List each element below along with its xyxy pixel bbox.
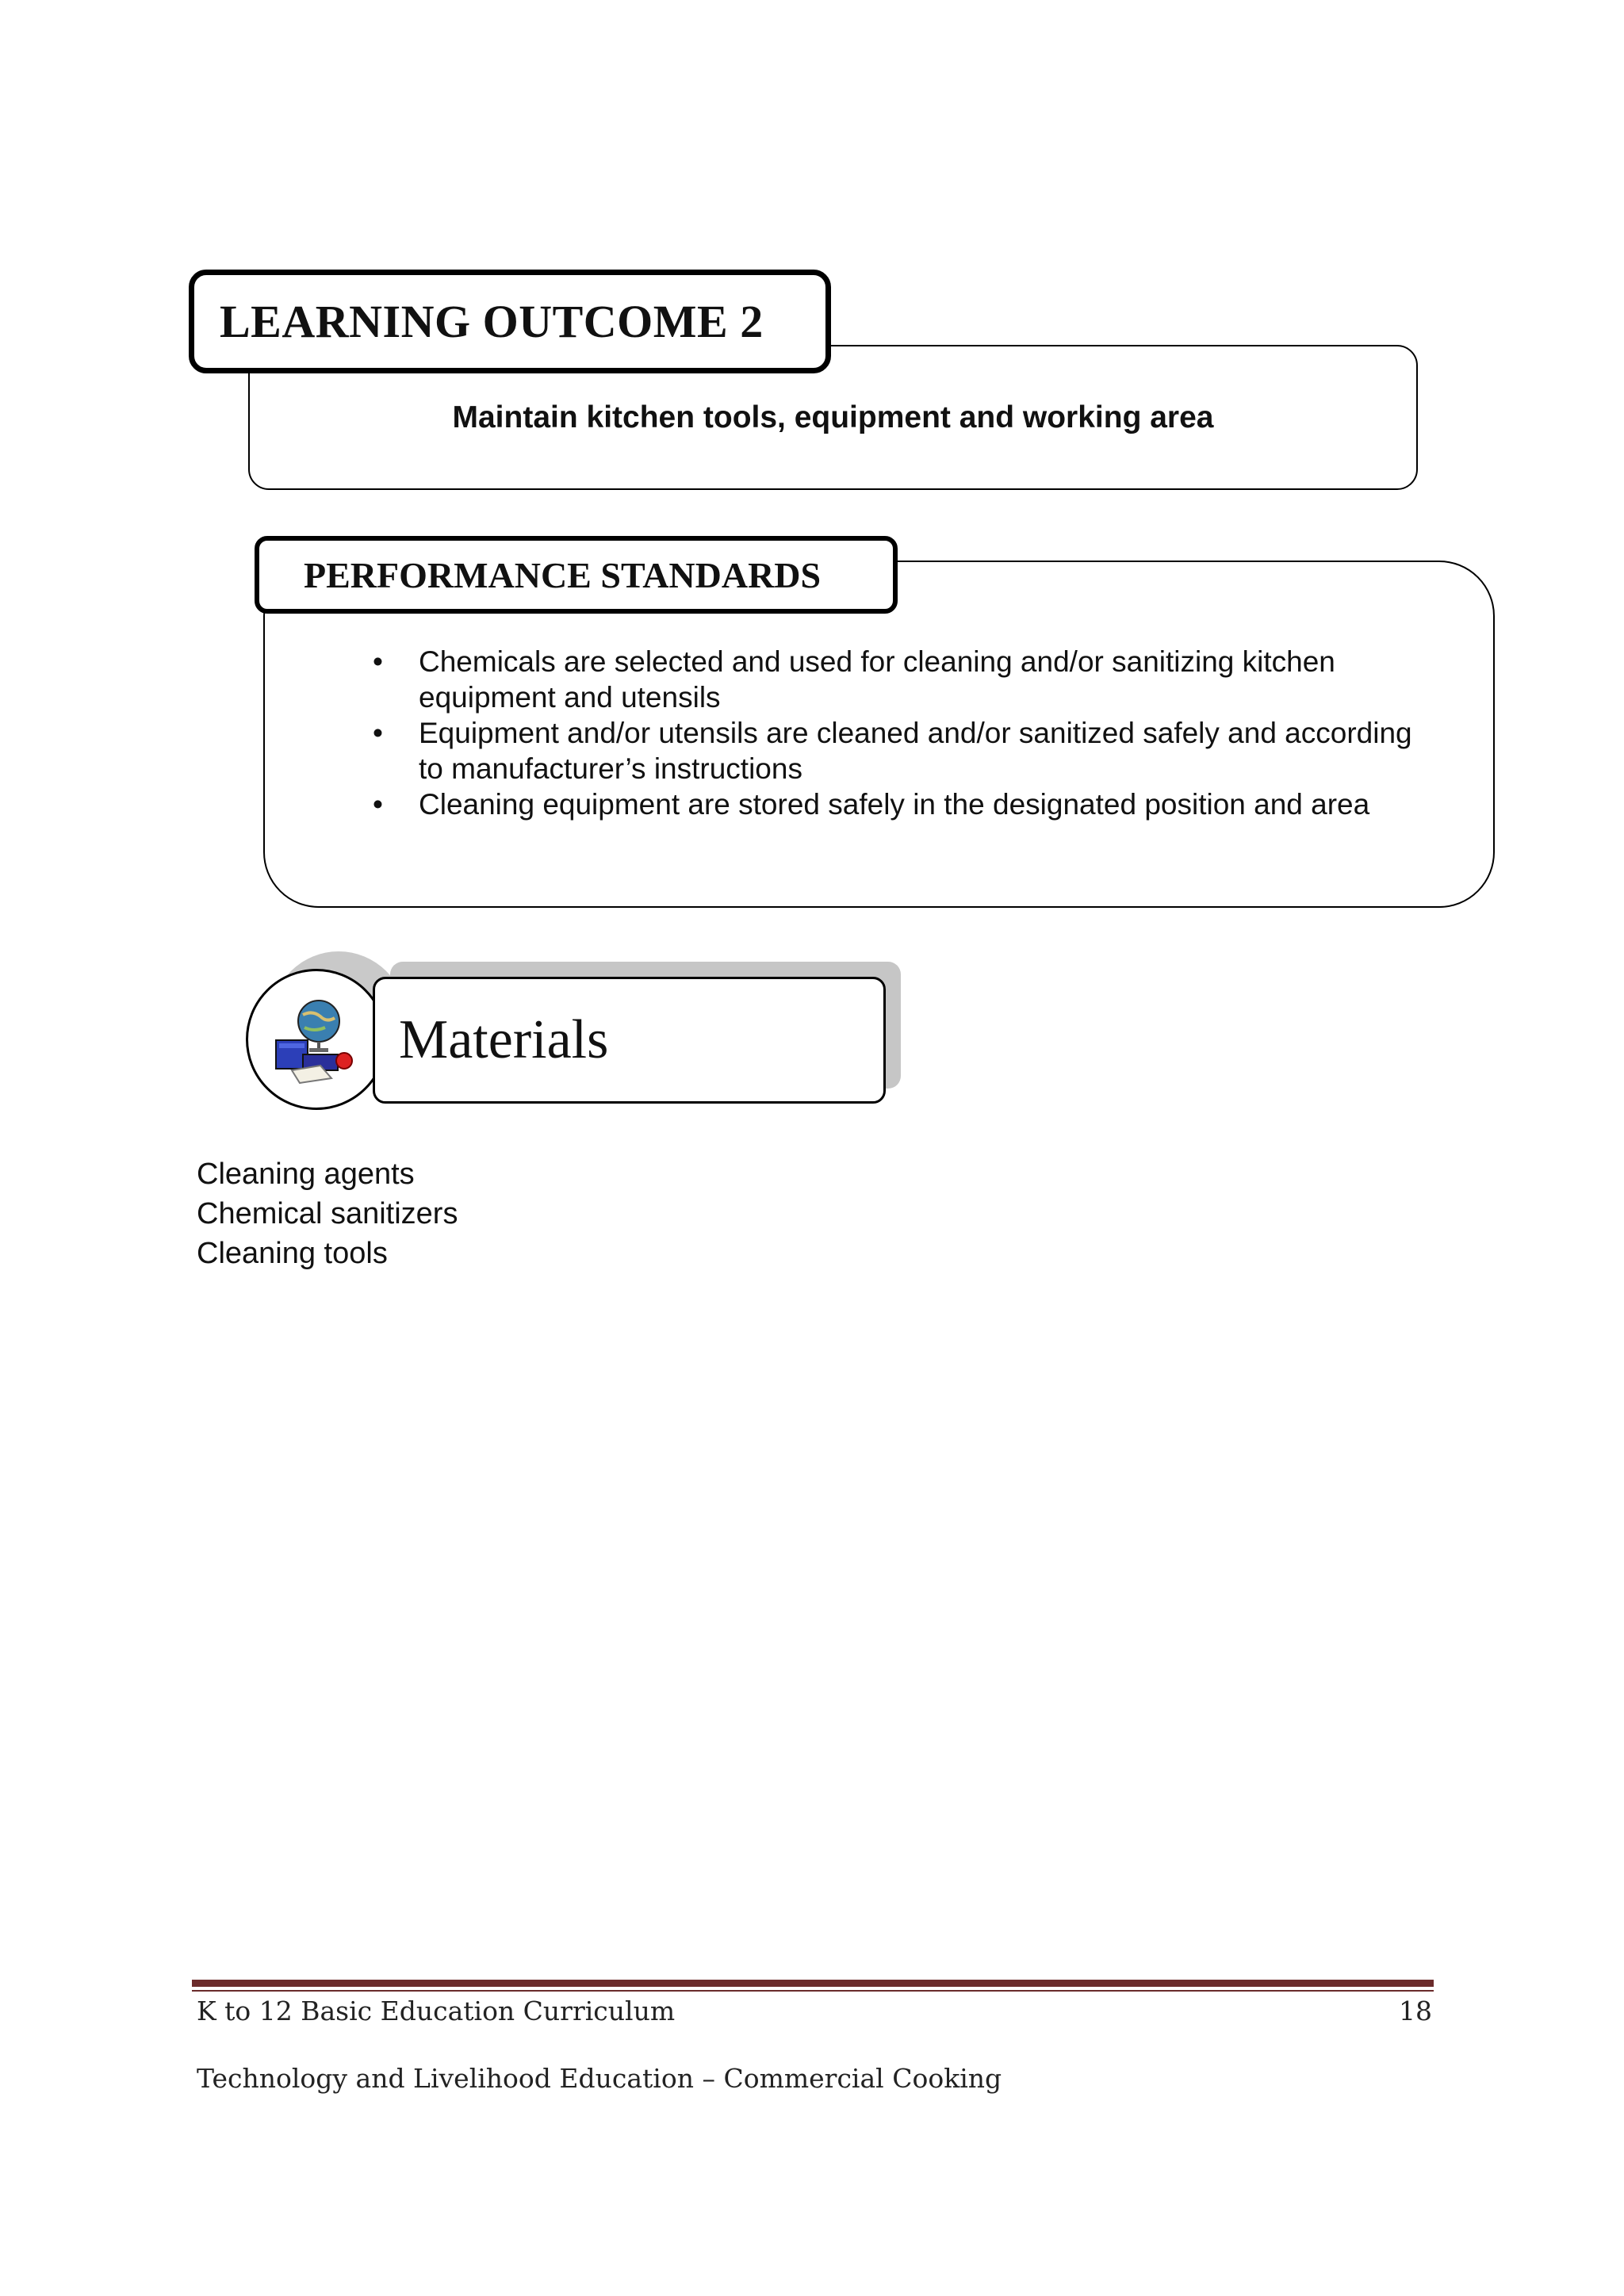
footer-curriculum: K to 12 Basic Education Curriculum xyxy=(197,1996,676,2026)
performance-standards-list xyxy=(365,644,1459,822)
list-item: Cleaning agents xyxy=(197,1158,415,1191)
performance-standards-tab xyxy=(255,536,898,614)
list-item: Cleaning tools xyxy=(197,1237,388,1270)
bullet-icon: • xyxy=(373,645,383,678)
footer-subject: Technology and Livelihood Education – Commercial Cooking xyxy=(197,2063,1002,2094)
materials-tab xyxy=(373,977,886,1104)
bullet-icon: • xyxy=(373,717,383,749)
list-item: • Cleaning equipment are stored safely in the designated position and area xyxy=(373,788,1370,821)
materials-list xyxy=(197,1154,458,1273)
page-number: 18 xyxy=(1399,1996,1432,2026)
list-item: • Equipment and/or utensils are cleaned and/or sanitized safely and according to manufacturer’s instructions xyxy=(373,717,1412,785)
learning-outcome-tab xyxy=(189,270,831,373)
bullet-icon: • xyxy=(373,788,383,821)
learning-outcome-title: LEARNING OUTCOME 2 xyxy=(220,296,764,347)
footer-divider xyxy=(192,1980,1434,1987)
performance-standards-title: PERFORMANCE STANDARDS xyxy=(304,554,822,595)
materials-icon-circle xyxy=(246,969,387,1110)
globe-books-icon xyxy=(265,988,368,1091)
materials-title: Materials xyxy=(399,1009,609,1070)
learning-outcome-subtitle: Maintain kitchen tools, equipment and working area xyxy=(452,400,1214,434)
list-item: Chemical sanitizers xyxy=(197,1197,458,1230)
footer-divider-thin xyxy=(192,1990,1434,1992)
list-item: • Chemicals are selected and used for cleaning and/or sanitizing kitchen equipment and utensils xyxy=(373,645,1335,714)
